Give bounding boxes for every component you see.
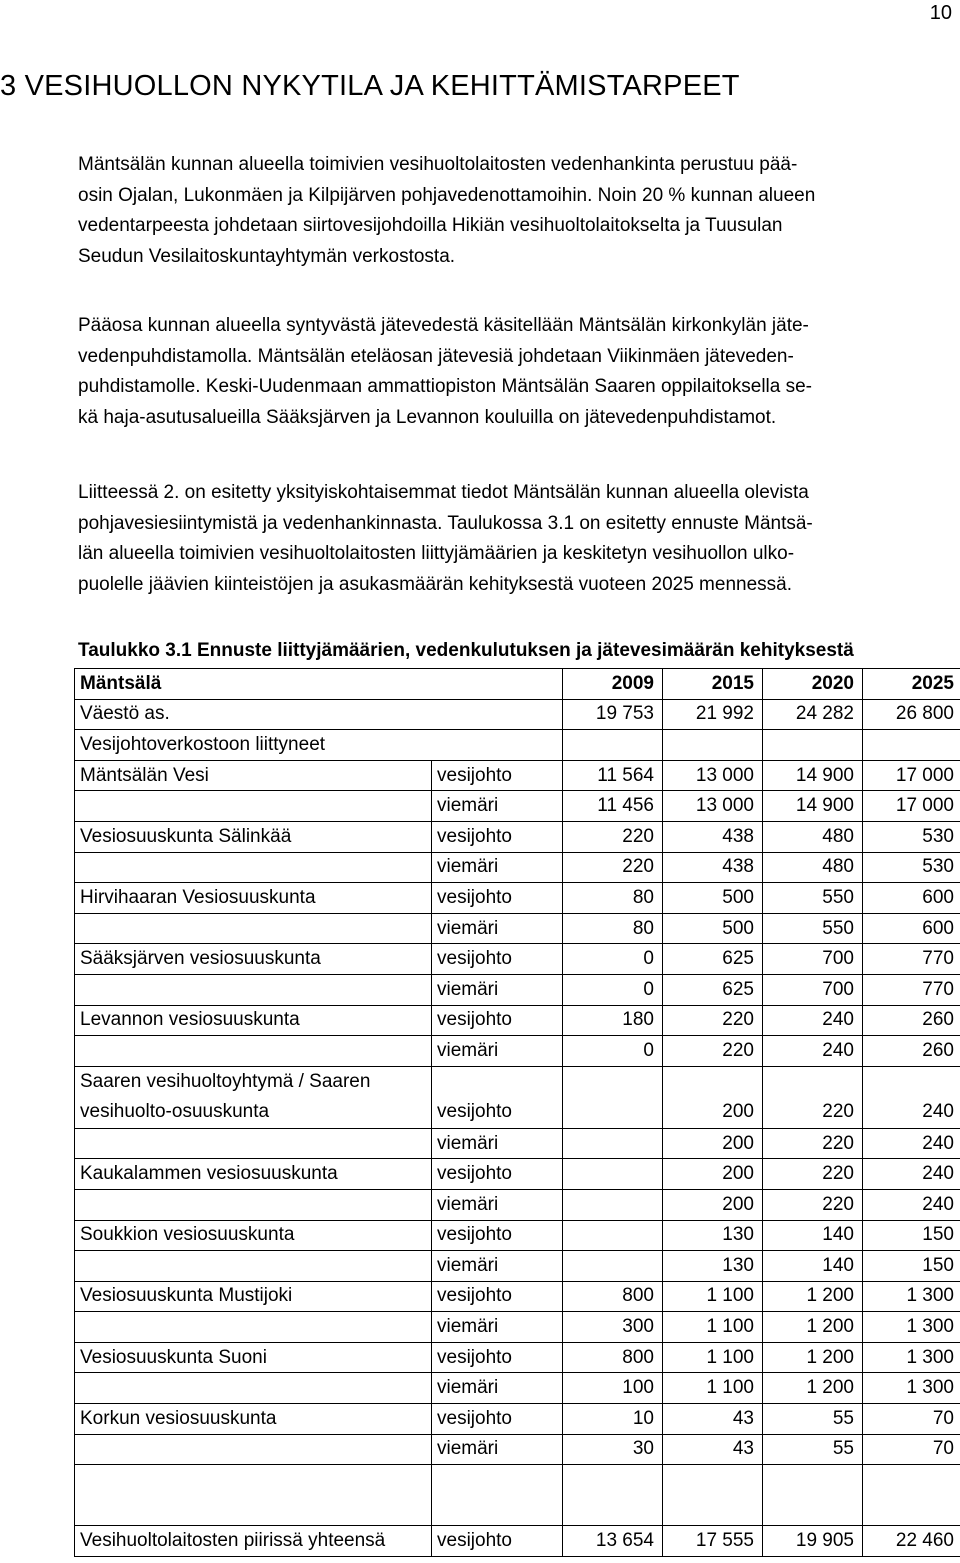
row-type-cell: vesijohto [432,1281,563,1312]
row-value-cell: 0 [563,974,663,1005]
row-name-cell [75,913,432,944]
row-name-cell [75,1434,432,1465]
table-row [75,760,960,791]
paragraph-line: Mäntsälän kunnan alueella toimivien vesihuoltolaitosten vedenhankinta perustuu pää- [78,154,798,175]
row-value-cell: 70 [863,1434,960,1465]
table-row [75,974,960,1005]
row-value-cell [563,1066,663,1128]
row-value-cell: 1 200 [763,1373,863,1404]
total-value-cell: 13 654 [563,1526,663,1557]
row-name-cell: Vesiosuuskunta Sälinkää [75,821,432,852]
row-value-cell: 17 000 [863,791,960,822]
row-value-cell: 625 [663,974,763,1005]
row-value-cell: 0 [563,944,663,975]
row-value-cell: 130 [663,1251,763,1282]
row-type-cell: viemäri [432,791,563,822]
paragraph-line: puhdistamolle. Keski-Uudenmaan ammattiopiston Mäntsälän Saaren oppilaitoksella se- [78,376,813,398]
row-type-cell: vesijohto [432,1005,563,1036]
row-value-cell: 438 [663,852,763,883]
table-row [75,883,960,914]
row-name-cell [75,1036,432,1067]
table-row [75,1434,960,1465]
section-label: Vesijohtoverkostoon liittyneet [75,730,563,761]
row-value-cell: 180 [563,1005,663,1036]
row-value-cell: 1 200 [763,1312,863,1343]
row-name-cell: Vesiosuuskunta Suoni [75,1342,432,1373]
row-value-cell: 240 [863,1128,960,1159]
row-value-cell: 55 [763,1434,863,1465]
population-row [75,699,960,730]
row-type-cell: viemäri [432,1128,563,1159]
row-value-cell: 1 100 [663,1373,763,1404]
row-value-cell: 11 564 [563,760,663,791]
row-value-cell: 1 200 [763,1342,863,1373]
row-value-cell: 0 [563,1036,663,1067]
row-name-cell [75,974,432,1005]
empty-cell [663,1465,763,1526]
row-value-cell: 14 900 [763,791,863,822]
row-name-cell [75,852,432,883]
row-type-cell: vesijohto [432,1220,563,1251]
row-value-cell: 200 [663,1066,763,1128]
row-name-line: Saaren vesihuoltoyhtymä / Saaren [80,1070,371,1092]
table-caption: Taulukko 3.1 Ennuste liittyjämäärien, vedenkulutuksen ja jätevesimäärän kehityksestä [78,640,854,661]
table-body [75,699,960,1556]
table-row [75,852,960,883]
row-value-cell: 530 [863,852,960,883]
table-row [75,1128,960,1159]
row-type-cell: viemäri [432,974,563,1005]
paragraph-line: Liitteessä 2. on esitetty yksityiskohtaisemmat tiedot Mäntsälän kunnan alueella olevista [78,482,809,503]
population-value: 26 800 [863,699,960,730]
row-value-cell [563,1220,663,1251]
header-cell-year: 2025 [863,669,960,700]
row-value-cell: 500 [663,883,763,914]
row-name-cell: Hirvihaaran Vesiosuuskunta [75,883,432,914]
row-type-cell: viemäri [432,1189,563,1220]
paragraph-line: puolelle jäävien kiinteistöjen ja asukasmäärän kehityksestä vuoteen 2025 mennessä. [78,574,792,596]
row-type-cell: viemäri [432,1312,563,1343]
paragraph-line: vedentarpeesta johdetaan siirtovesijohdoilla Hikiän vesihuoltolaitokselta ja Tuusulan [78,215,783,237]
table-row [75,1373,960,1404]
header-cell-year: 2015 [663,669,763,700]
row-value-cell: 140 [763,1220,863,1251]
row-value-cell: 1 300 [863,1342,960,1373]
row-value-cell: 800 [563,1342,663,1373]
empty-cell [863,1465,960,1526]
row-name-cell [75,1373,432,1404]
row-type-cell: vesijohto [432,760,563,791]
table-row [75,1251,960,1282]
row-value-cell [563,1159,663,1190]
row-name-cell: Levannon vesiosuuskunta [75,1005,432,1036]
header-cell-year: 2009 [563,669,663,700]
row-value-cell: 10 [563,1404,663,1435]
row-value-cell: 1 100 [663,1342,763,1373]
row-value-cell: 220 [763,1159,863,1190]
table-row [75,1312,960,1343]
row-value-cell: 260 [863,1005,960,1036]
table-row [75,1189,960,1220]
header-cell-year: 2020 [763,669,863,700]
population-value: 19 753 [563,699,663,730]
empty-cell [432,1465,563,1526]
row-type-cell: viemäri [432,1036,563,1067]
section-heading: 3 VESIHUOLLON NYKYTILA JA KEHITTÄMISTARPEET [0,70,740,102]
row-type-cell: vesijohto [432,883,563,914]
row-name-cell [75,1251,432,1282]
row-value-cell: 625 [663,944,763,975]
row-name-cell [75,1066,432,1128]
row-value-cell: 220 [763,1128,863,1159]
row-type-cell: vesijohto [432,1404,563,1435]
row-value-cell: 200 [663,1189,763,1220]
row-value-cell: 240 [863,1159,960,1190]
row-value-cell: 220 [563,821,663,852]
row-value-cell [563,1251,663,1282]
row-value-cell: 438 [663,821,763,852]
table-row [75,791,960,822]
table-row [75,913,960,944]
paragraph-line: län alueella toimivien vesihuoltolaitosten liittyjämäärien ja keskitetyn vesihuollon ulko- [78,543,795,565]
row-value-cell [563,1189,663,1220]
row-value-cell: 770 [863,974,960,1005]
table-row [75,944,960,975]
row-value-cell: 240 [863,1189,960,1220]
table-row [75,821,960,852]
header-cell-name: Mäntsälä [75,669,563,700]
row-value-cell: 11 456 [563,791,663,822]
row-value-cell: 1 200 [763,1281,863,1312]
row-name-cell: Soukkion vesiosuuskunta [75,1220,432,1251]
row-value-cell: 700 [763,944,863,975]
row-type-cell: viemäri [432,913,563,944]
paragraph-line: Seudun Vesilaitoskuntayhtymän verkostosta. [78,246,456,268]
row-name-cell [75,1128,432,1159]
row-value-cell: 150 [863,1251,960,1282]
table-row [75,1220,960,1251]
row-type-cell: vesijohto [432,1159,563,1190]
paragraph-line: kä haja-asutusalueilla Sääksjärven ja Levannon kouluilla on jätevedenpuhdistamot. [78,407,777,429]
section-label-row [75,730,960,761]
row-type-cell: vesijohto [432,1066,563,1128]
row-value-cell: 220 [763,1189,863,1220]
row-value-cell: 70 [863,1404,960,1435]
row-value-cell: 150 [863,1220,960,1251]
row-name-cell: Korkun vesiosuuskunta [75,1404,432,1435]
row-type-cell: vesijohto [432,944,563,975]
row-value-cell: 14 900 [763,760,863,791]
table-row [75,1066,960,1128]
total-type-cell: vesijohto [432,1526,563,1557]
row-value-cell: 30 [563,1434,663,1465]
row-value-cell: 17 000 [863,760,960,791]
empty-cell [663,730,763,761]
row-type-cell: viemäri [432,1251,563,1282]
row-value-cell [563,1128,663,1159]
paragraph-line: vedenpuhdistamolla. Mäntsälän eteläosan jätevesiä johdetaan Viikinmäen jäteveden- [78,345,794,367]
empty-cell [763,730,863,761]
row-name-cell [75,1189,432,1220]
row-value-cell: 240 [763,1036,863,1067]
total-name-cell: Vesihuoltolaitosten piirissä yhteensä [75,1526,432,1557]
row-name-cell: Kaukalammen vesiosuuskunta [75,1159,432,1190]
paragraph-line: osin Ojalan, Lukonmäen ja Kilpijärven pohjavedenottamoihin. Noin 20 % kunnan alueen [78,184,816,206]
total-value-cell: 19 905 [763,1526,863,1557]
paragraph-1 [78,150,958,273]
row-type-cell: vesijohto [432,821,563,852]
row-value-cell: 220 [663,1036,763,1067]
row-type-cell: viemäri [432,1373,563,1404]
row-type-cell: viemäri [432,852,563,883]
table-header-row [75,669,960,700]
row-value-cell: 55 [763,1404,863,1435]
row-value-cell: 220 [563,852,663,883]
total-value-cell: 22 460 [863,1526,960,1557]
row-value-cell: 300 [563,1312,663,1343]
row-value-cell: 530 [863,821,960,852]
row-value-cell: 1 100 [663,1281,763,1312]
paragraph-line: pohjavesiesiintymistä ja vedenhankinnasta. Taulukossa 3.1 on esitetty ennuste Mäntsä- [78,512,813,534]
table-row [75,1281,960,1312]
row-value-cell: 240 [863,1066,960,1128]
row-value-cell: 80 [563,883,663,914]
total-value-cell: 17 555 [663,1526,763,1557]
population-label: Väestö as. [75,699,563,730]
row-name-cell: Vesiosuuskunta Mustijoki [75,1281,432,1312]
row-value-cell: 1 100 [663,1312,763,1343]
row-value-cell: 480 [763,821,863,852]
row-value-cell: 13 000 [663,791,763,822]
population-value: 24 282 [763,699,863,730]
empty-cell [563,730,663,761]
row-value-cell: 240 [763,1005,863,1036]
row-value-cell: 200 [663,1159,763,1190]
population-value: 21 992 [663,699,763,730]
empty-cell [863,730,960,761]
table-row [75,1404,960,1435]
row-name-line: vesihuolto-osuuskunta [80,1100,270,1122]
row-type-cell: vesijohto [432,1342,563,1373]
row-name-cell: Mäntsälän Vesi [75,760,432,791]
total-row [75,1526,960,1557]
row-value-cell: 13 000 [663,760,763,791]
empty-cell [763,1465,863,1526]
row-name-cell [75,791,432,822]
row-value-cell: 500 [663,913,763,944]
row-value-cell: 800 [563,1281,663,1312]
row-value-cell: 43 [663,1434,763,1465]
row-value-cell: 1 300 [863,1281,960,1312]
row-type-cell: viemäri [432,1434,563,1465]
row-value-cell: 200 [663,1128,763,1159]
row-value-cell: 260 [863,1036,960,1067]
table-row [75,1159,960,1190]
row-value-cell: 1 300 [863,1312,960,1343]
forecast-table [74,668,960,1557]
row-value-cell: 600 [863,883,960,914]
row-value-cell: 550 [763,883,863,914]
row-value-cell: 80 [563,913,663,944]
row-value-cell: 770 [863,944,960,975]
row-value-cell: 550 [763,913,863,944]
paragraph-2 [78,311,958,434]
empty-cell [75,1465,432,1526]
row-value-cell: 140 [763,1251,863,1282]
row-value-cell: 220 [663,1005,763,1036]
page-number: 10 [929,2,952,24]
row-name-cell [75,1312,432,1343]
paragraph-line: Pääosa kunnan alueella syntyvästä jätevedestä käsitellään Mäntsälän kirkonkylän jäte- [78,315,809,336]
row-value-cell: 100 [563,1373,663,1404]
row-value-cell: 700 [763,974,863,1005]
row-value-cell: 130 [663,1220,763,1251]
blank-row [75,1465,960,1526]
paragraph-3 [78,478,958,601]
row-value-cell: 1 300 [863,1373,960,1404]
row-value-cell: 600 [863,913,960,944]
row-value-cell: 220 [763,1066,863,1128]
table-row [75,1342,960,1373]
empty-cell [563,1465,663,1526]
table-row [75,1036,960,1067]
row-value-cell: 43 [663,1404,763,1435]
row-name-cell: Sääksjärven vesiosuuskunta [75,944,432,975]
row-value-cell: 480 [763,852,863,883]
table-row [75,1005,960,1036]
